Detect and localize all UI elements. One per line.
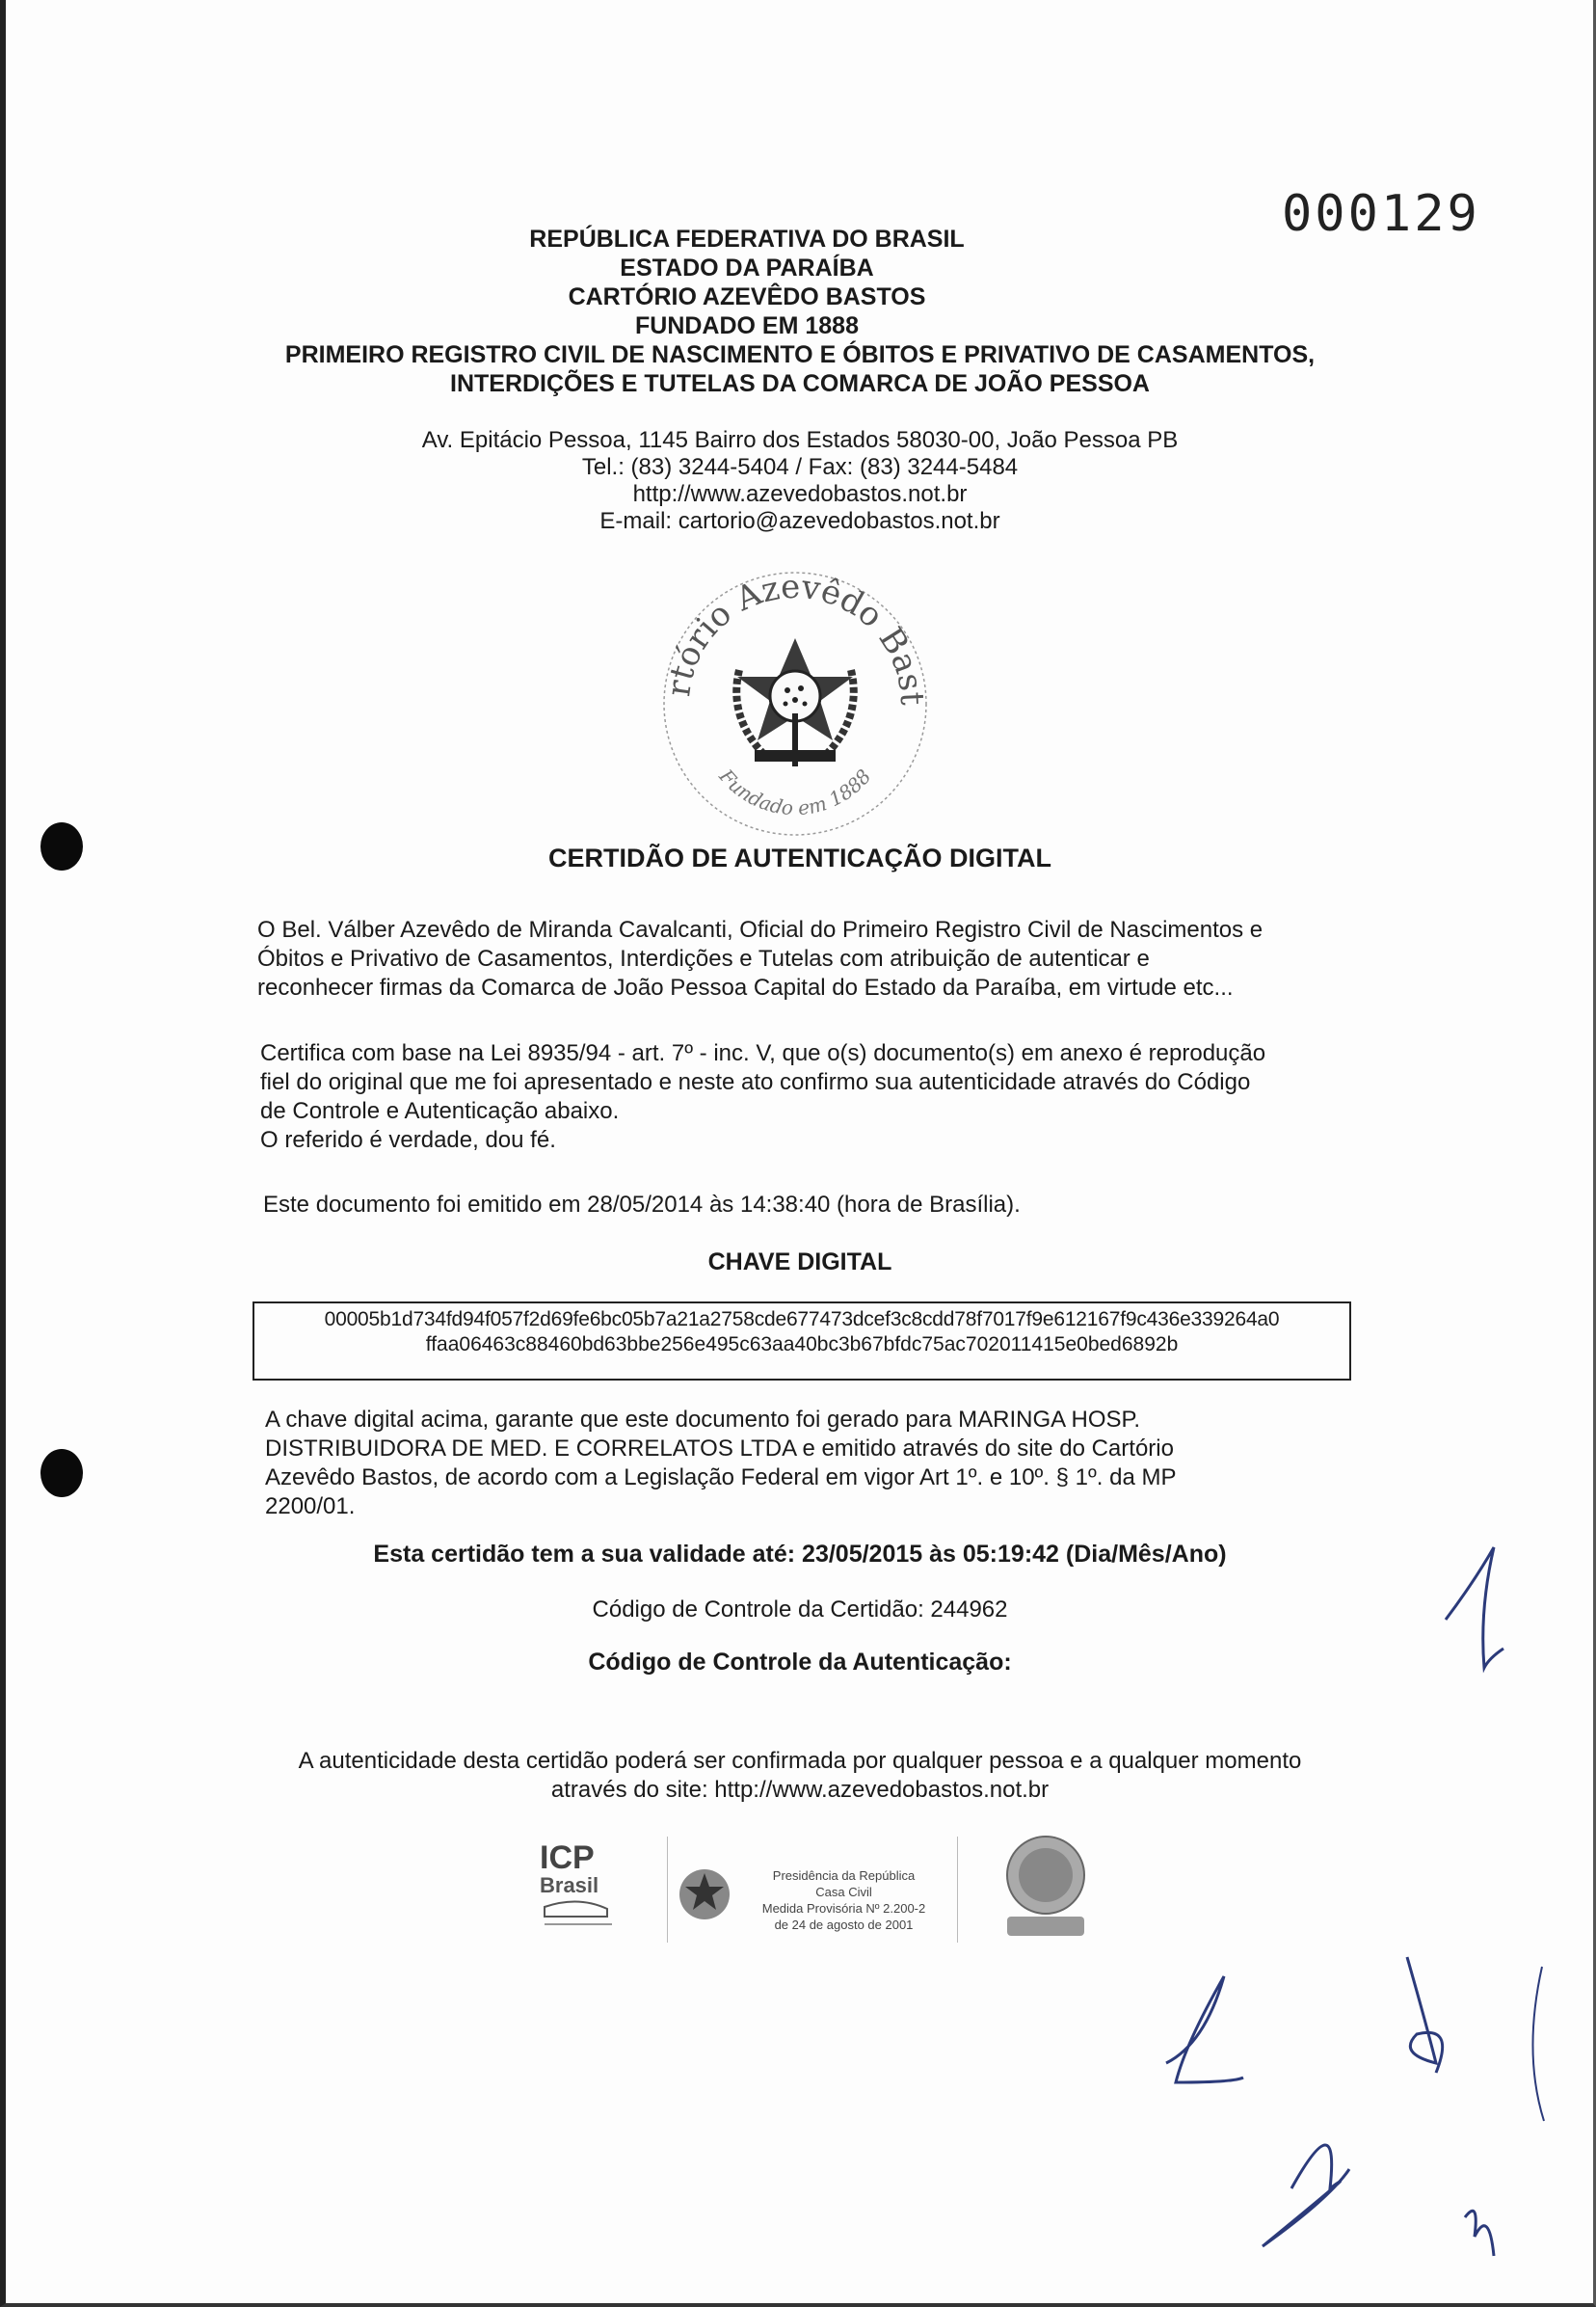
- document-header: [173, 225, 1426, 398]
- certification-badge-icon: [1002, 1832, 1089, 1943]
- header-republic: REPÚBLICA FEDERATIVA DO BRASIL: [529, 226, 965, 253]
- intro-line-3: reconhecer firmas da Comarca de João Pessoa Capital do Estado da Paraíba, em virtude etc...: [257, 975, 1234, 1001]
- digital-key-line-1: 00005b1d734fd94f057f2d69fe6bc05b7a21a2758cde677473dcef3c8cdd78f7017f9e612167f9c436e339264a0: [324, 1308, 1280, 1330]
- issued-statement: Este documento foi emitido em 28/05/2014 às 14:38:40 (hora de Brasília).: [263, 1192, 1021, 1218]
- digital-key-box: [253, 1301, 1351, 1381]
- punch-hole-bottom: [40, 1449, 83, 1497]
- authentication-control-code-label: Código de Controle da Autenticação:: [588, 1649, 1012, 1676]
- icp-logo-title: ICP: [540, 1839, 595, 1876]
- punch-hole-top: [40, 822, 83, 871]
- presidency-line-2: Casa Civil: [815, 1885, 872, 1899]
- presidency-coat-of-arms-icon: [676, 1865, 733, 1923]
- address-street: Av. Epitácio Pessoa, 1145 Bairro dos Estados 58030-00, João Pessoa PB: [421, 427, 1179, 453]
- coat-of-arms-icon: [736, 638, 854, 766]
- certification-line-4: O referido é verdade, dou fé.: [260, 1127, 556, 1153]
- validity-statement: Esta certidão tem a sua validade até: 23/05/2015 às 05:19:42 (Dia/Mês/Ano): [373, 1541, 1227, 1568]
- seal-bottom-text: Fundado em 1888: [714, 765, 876, 820]
- verification-line-1: A autenticidade desta certidão poderá ser confirmada por qualquer pessoa e a qualquer momento: [298, 1748, 1302, 1774]
- header-state: ESTADO DA PARAÍBA: [620, 255, 874, 282]
- icp-key-icon: [540, 1897, 617, 1936]
- header-founded: FUNDADO EM 1888: [635, 312, 859, 339]
- intro-line-1: O Bel. Válber Azevêdo de Miranda Cavalcanti, Oficial do Primeiro Registro Civil de Nascimentos e: [257, 917, 1264, 943]
- presidency-line-3: Medida Provisória Nº 2.200-2: [761, 1901, 926, 1916]
- key-statement-line-3: Azevêdo Bastos, de acordo com a Legislação Federal em vigor Art 1º. e 10º. § 1º. da MP: [265, 1464, 1177, 1490]
- handwritten-page-number-mark: [1436, 1542, 1513, 1677]
- certification-paragraph: [260, 1039, 1369, 1155]
- header-registry-description: PRIMEIRO REGISTRO CIVIL DE NASCIMENTO E ÓBITOS E PRIVATIVO DE CASAMENTOS,: [284, 341, 1316, 368]
- address-website: http://www.azevedobastos.not.br: [632, 481, 968, 507]
- document-number: 000129: [1282, 185, 1480, 243]
- address-block: [318, 427, 1282, 535]
- presidency-seal-block: [667, 1837, 958, 1943]
- key-statement-paragraph: [265, 1406, 1373, 1521]
- address-email: E-mail: cartorio@azevedobastos.not.br: [599, 508, 1000, 534]
- verification-statement: [222, 1747, 1378, 1805]
- seal-top-text: rtório Azevêdo Bast: [659, 567, 932, 707]
- certification-line-2: fiel do original que me foi apresentado e neste ato confirmo sua autenticidade através do Código: [260, 1069, 1251, 1095]
- address-phone: Tel.: (83) 3244-5404 / Fax: (83) 3244-5484: [581, 454, 1019, 480]
- icp-logo-subtitle: Brasil: [540, 1873, 599, 1897]
- digital-key-title: CHAVE DIGITAL: [707, 1248, 892, 1275]
- certificate-control-code: Código de Controle da Certidão: 244962: [592, 1596, 1008, 1623]
- header-registry-office: CARTÓRIO AZEVÊDO BASTOS: [568, 283, 926, 310]
- key-statement-line-2: DISTRIBUIDORA DE MED. E CORRELATOS LTDA e emitido através do site do Cartório: [265, 1435, 1174, 1462]
- certificate-title: CERTIDÃO DE AUTENTICAÇÃO DIGITAL: [548, 844, 1051, 872]
- key-statement-line-1: A chave digital acima, garante que este documento foi gerado para MARINGA HOSP.: [265, 1407, 1141, 1433]
- intro-line-2: Óbitos e Privativo de Casamentos, Interdições e Tutelas com atribuição de autenticar e: [257, 946, 1150, 972]
- intro-paragraph: [257, 916, 1366, 1003]
- key-statement-line-4: 2200/01.: [265, 1493, 356, 1519]
- digital-key-line-2: ffaa06463c88460bd63bbe256e495c63aa40bc3b67bfdc75ac702011415e0bed6892b: [425, 1333, 1179, 1355]
- icp-brasil-logo: [540, 1841, 636, 1947]
- header-registry-scope: INTERDIÇÕES E TUTELAS DA COMARCA DE JOÃO PESSOA: [450, 370, 1150, 397]
- presidency-line-1: Presidência da República: [772, 1868, 916, 1883]
- notary-seal: [651, 559, 940, 839]
- verification-line-2: através do site: http://www.azevedobastos.not.br: [550, 1777, 1050, 1803]
- certification-line-3: de Controle e Autenticação abaixo.: [260, 1098, 620, 1124]
- certification-line-1: Certifica com base na Lei 8935/94 - art. 7º - inc. V, que o(s) documento(s) em anexo é reprodução: [260, 1040, 1266, 1066]
- presidency-line-4: de 24 de agosto de 2001: [774, 1918, 914, 1932]
- handwritten-signatures-icon: [1147, 1947, 1552, 2275]
